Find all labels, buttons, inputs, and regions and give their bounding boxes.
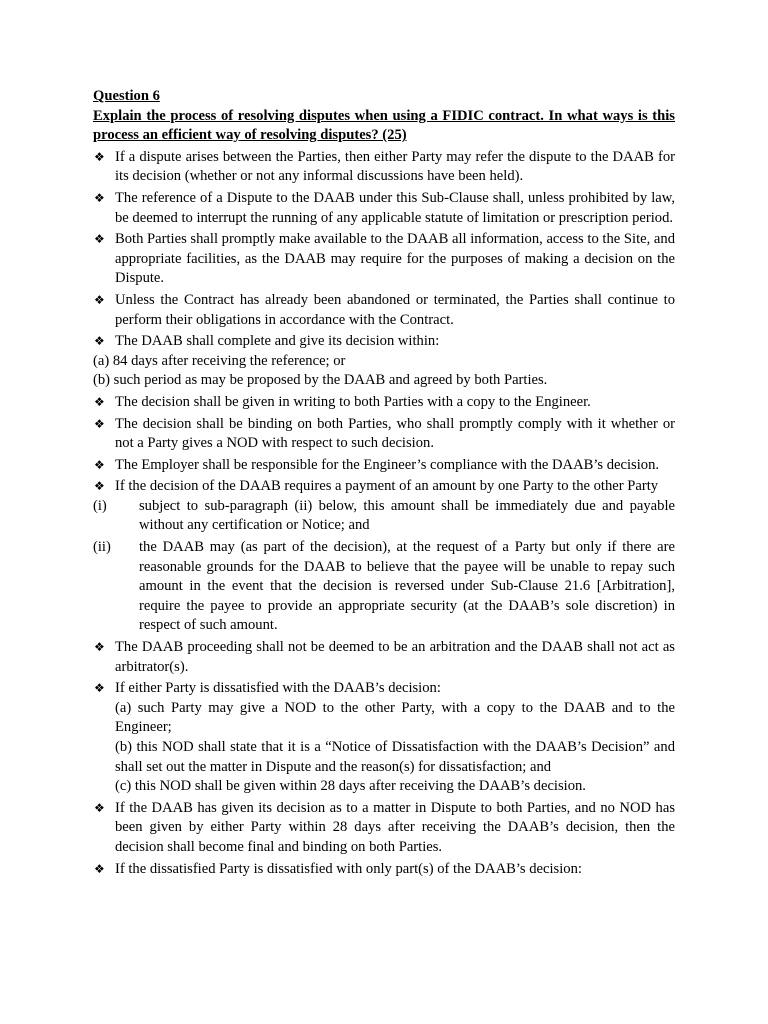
bullet-item [93,638,675,677]
subitem-number: (i) [93,497,107,514]
bullet-diamond-icon: ❖ [94,479,105,494]
bullet-diamond-icon: ❖ [94,800,105,815]
bullet-text: If either Party is dissatisfied with the DAAB’s decision: [115,680,441,697]
nod-item-a: (a) such Party may give a NOD to the other Party, with a copy to the DAAB and to the Engineer; [115,699,675,736]
subitem-text: subject to sub-paragraph (ii) below, this amount shall be immediately due and payable without any certification or Notice; and [139,497,675,534]
bullet-diamond-icon: ❖ [94,334,105,349]
bullet-item [93,230,675,289]
payment-subitem [93,538,675,636]
question-prompt: Explain the process of resolving disputes when using a FIDIC contract. In what ways is this process an efficient way of resolving disputes? (25) [93,107,675,144]
bullet-text: The reference of a Dispute to the DAAB under this Sub-Clause shall, unless prohibited by law, be deemed to interrupt the running of any applicable statute of limitation or prescription period. [115,189,675,226]
bullet-diamond-icon: ❖ [94,190,105,205]
bullet-item [93,332,675,352]
payment-subitem [93,497,675,536]
bullet-text: The DAAB proceeding shall not be deemed to be an arbitration and the DAAB shall not act as arbitrator(s). [115,639,675,675]
bullet-diamond-icon: ❖ [94,457,105,472]
nod-item-b: (b) this NOD shall state that it is a “Notice of Dissatisfaction with the DAAB’s Decision” and shall set out the matter in Dispute and the reason(s) for dissatisfaction; and [115,739,675,775]
bullet-item [93,860,675,880]
subitem-text: the DAAB may (as part of the decision), at the request of a Party but only if there are reasonable grounds for the DAAB to believe that the payee will be unable to repay such amount in the event that the decision is reversed under Sub-Clause 21.6 [Arbitration], require the payee to provide an appropriate security (at the DAAB’s sole discretion) in respect of such amount. [139,539,675,634]
bullet-text: The decision shall be binding on both Parties, who shall promptly comply with it whether or not a Party gives a NOD with respect to such decision. [115,415,675,452]
document-body [93,87,675,881]
bullet-diamond-icon: ❖ [94,416,105,431]
decision-timing-b: (b) such period as may be proposed by the DAAB and agreed by both Parties. [93,372,548,389]
bullet-item [93,477,675,497]
bullet-text: The DAAB shall complete and give its decision within: [115,333,440,350]
bullet-diamond-icon: ❖ [94,149,105,164]
bullet-text: The Employer shall be responsible for the Engineer’s compliance with the DAAB’s decision. [115,456,660,473]
nod-item-c: (c) this NOD shall be given within 28 days after receiving the DAAB’s decision. [115,778,586,795]
bullet-diamond-icon: ❖ [94,292,105,307]
bullet-text: The decision shall be given in writing to both Parties with a copy to the Engineer. [115,393,591,410]
bullet-text: If the decision of the DAAB requires a payment of an amount by one Party to the other Party [115,478,659,495]
bullet-item [93,456,675,476]
bullet-diamond-icon: ❖ [94,640,105,655]
bullet-text: If the DAAB has given its decision as to a matter in Dispute to both Parties, and no NOD has been given by either Party within 28 days after receiving the DAAB’s decision, then the decision shall become final and binding on both Parties. [115,799,675,855]
bullet-diamond-icon: ❖ [94,681,105,696]
subitem-number: (ii) [93,539,111,556]
bullet-item [93,148,675,187]
bullet-item [93,799,675,858]
bullet-diamond-icon: ❖ [94,861,105,876]
bullet-item [93,679,675,699]
bullet-text: If the dissatisfied Party is dissatisfied with only part(s) of the DAAB’s decision: [115,860,582,877]
bullet-item [93,189,675,228]
bullet-text: Both Parties shall promptly make available to the DAAB all information, access to the Site, and appropriate facilities, as the DAAB may require for the purposes of making a decision on the Dispute. [115,231,675,287]
bullet-text: If a dispute arises between the Parties, then either Party may refer the dispute to the DAAB for its decision (whether or not any informal discussions have been held). [115,148,675,185]
bullet-diamond-icon: ❖ [94,232,105,247]
bullet-item [93,291,675,330]
decision-timing-a: (a) 84 days after receiving the reference; or [93,352,346,369]
bullet-text: Unless the Contract has already been abandoned or terminated, the Parties shall continue to perform their obligations in accordance with the Contract. [115,291,675,328]
bullet-item [93,415,675,454]
bullet-diamond-icon: ❖ [94,394,105,409]
question-title: Question 6 [93,88,160,104]
bullet-item [93,393,675,413]
